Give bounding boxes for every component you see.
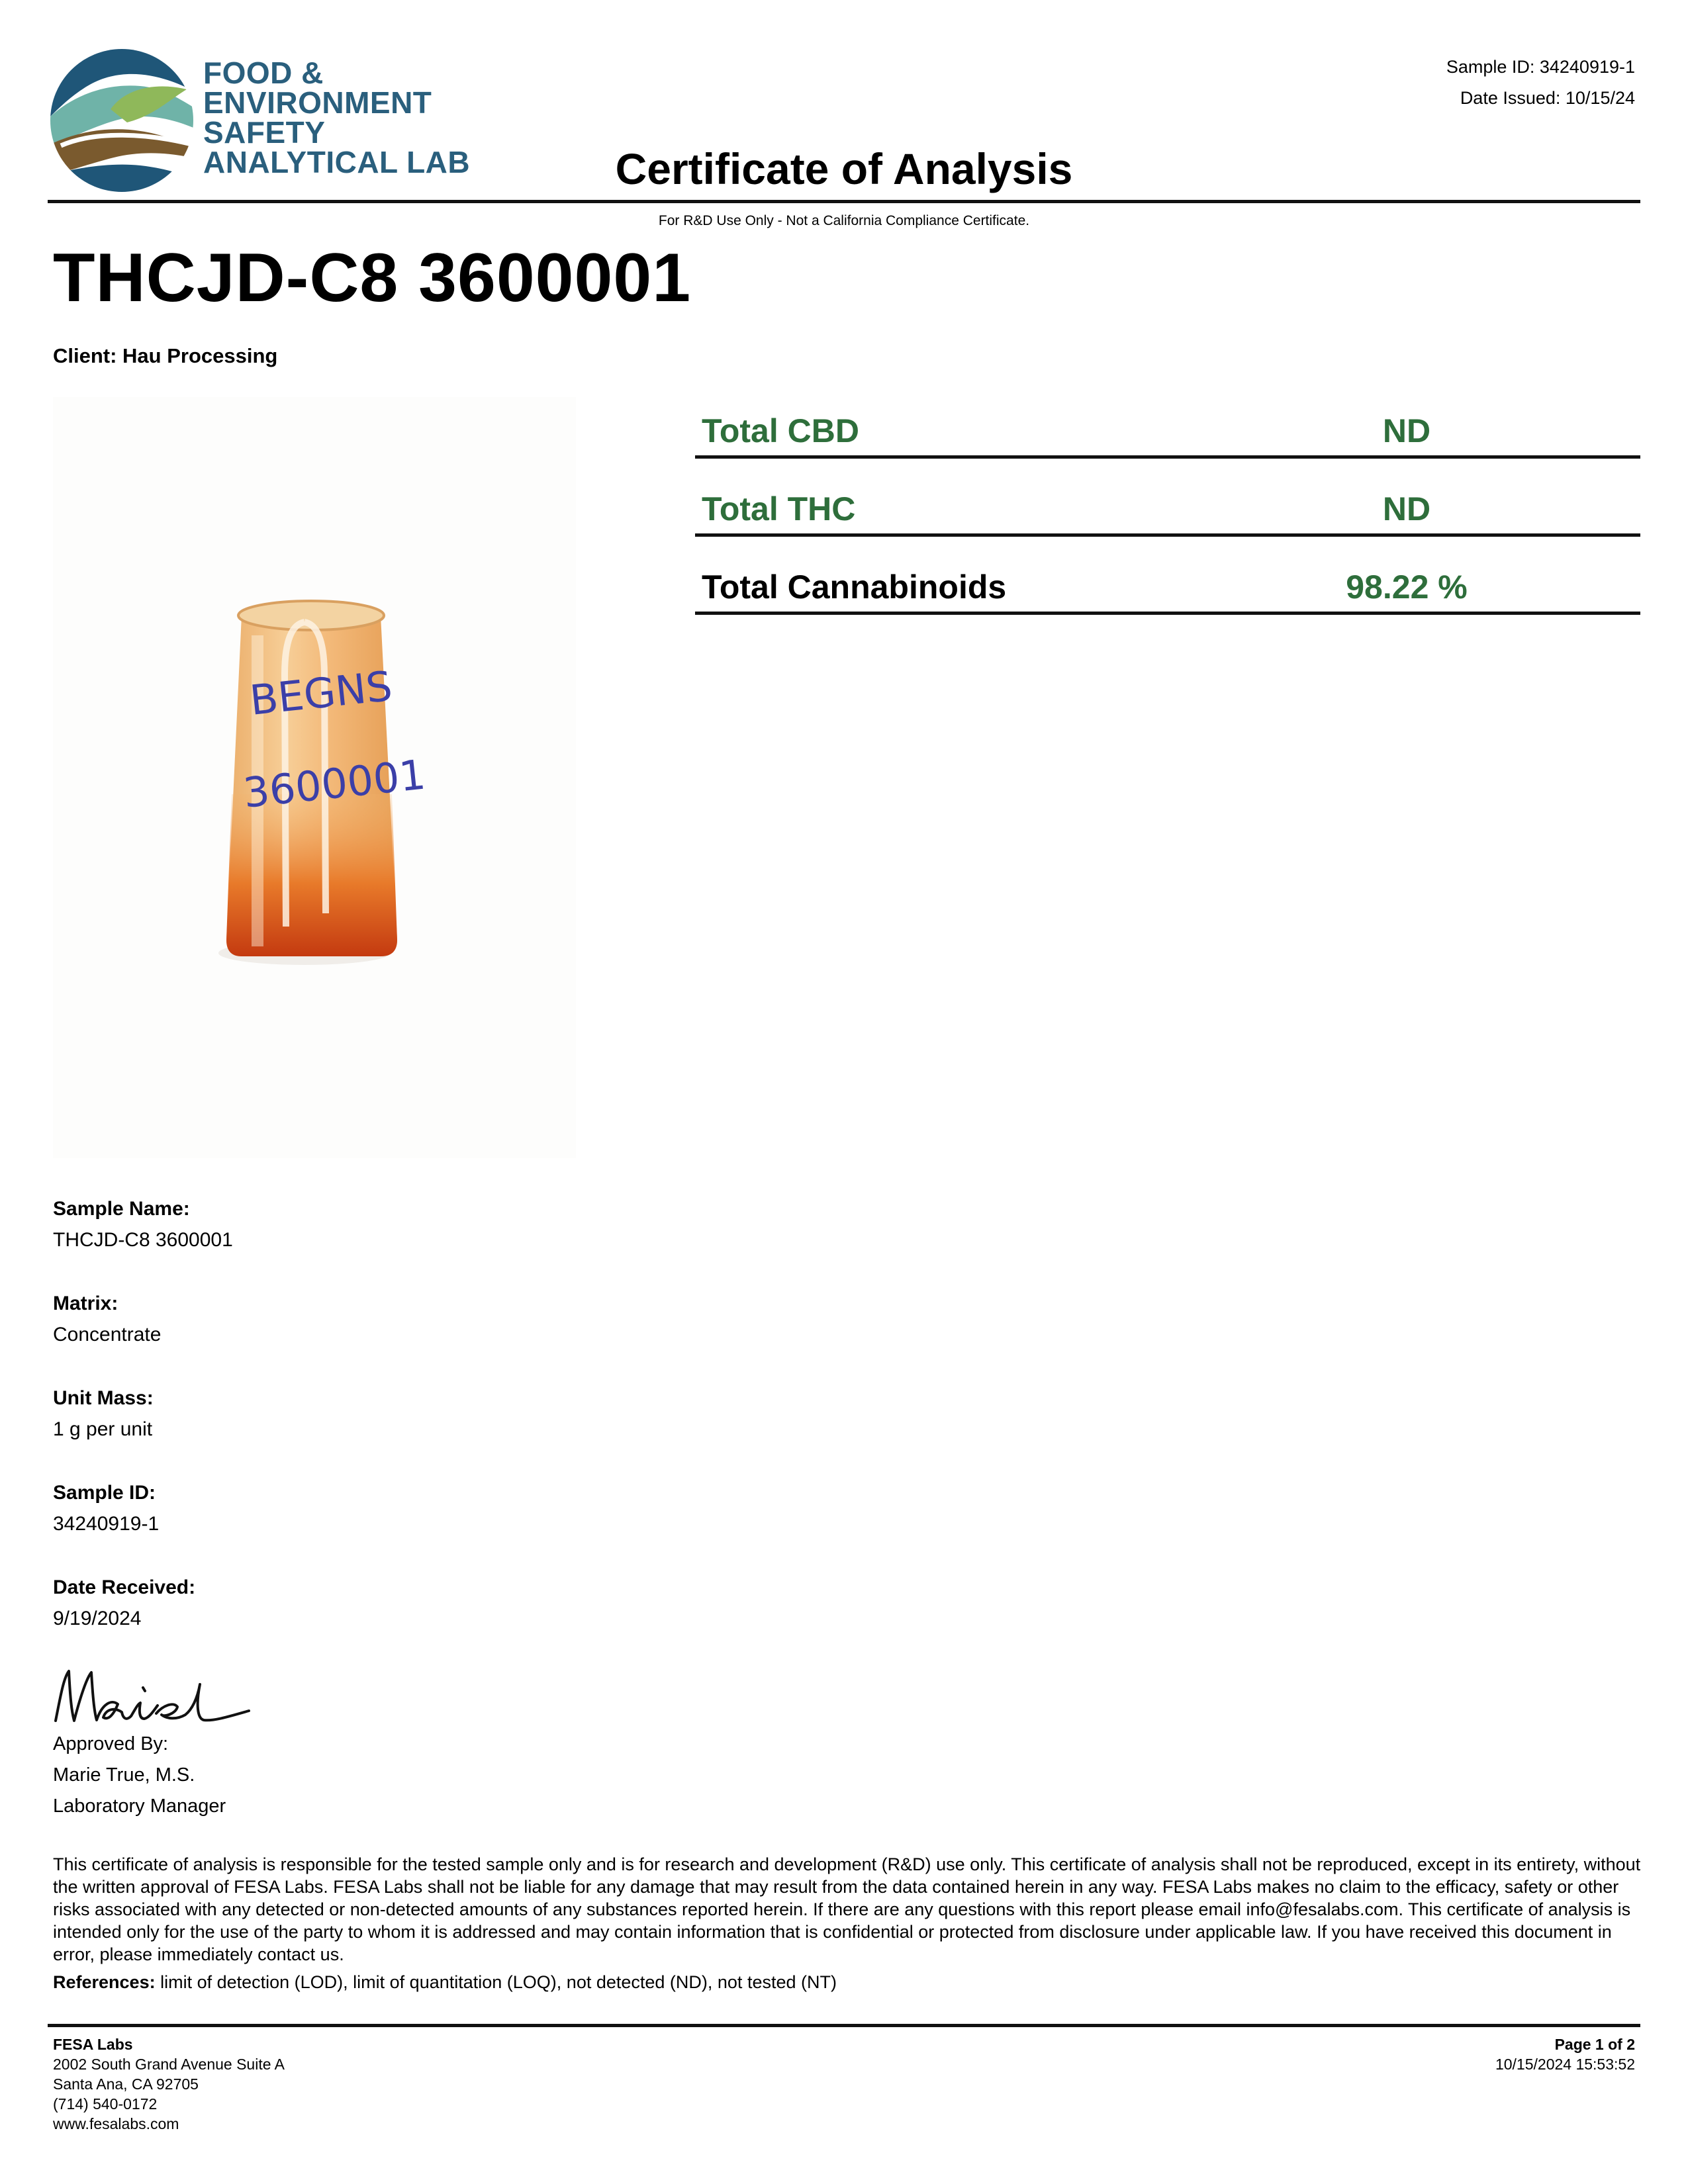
- disclaimer-text: This certificate of analysis is responsible for the tested sample only and is for research and development (R&D) use only. This certificate of analysis shall not be reproduced, except in its entirety, without the written approval of FESA Labs. FESA Labs shall not be liable for any damage that may result from the data contained herein in any way. FESA Labs makes no claim to the efficacy, safety or other risks associated with any detected or non-detected amounts of any substances reported herein. If there are any questions with this report please email info@fesalabs.com. This certificate of analysis is intended only for the use of the party to whom it is addressed and may contain information that is confidential or protected from disclosure under applicable law. If you have received this document in error, please immediately contact us.: [53, 1854, 1641, 1964]
- logo-line: FOOD &: [203, 56, 324, 90]
- summary-row-total-cannabinoids: [695, 533, 1640, 615]
- field-matrix: [53, 1289, 715, 1351]
- field-sample-name: [53, 1195, 715, 1257]
- logo-line: ANALYTICAL LAB: [203, 145, 471, 179]
- field-value: THCJD-C8 3600001: [53, 1229, 233, 1251]
- approver-role: Laboratory Manager: [53, 1796, 226, 1817]
- summary-label: Total THC: [702, 490, 856, 527]
- approval-block: [53, 1729, 226, 1822]
- summary-label: Total CBD: [702, 412, 859, 449]
- page-title: Certificate of Analysis: [615, 144, 1073, 193]
- footer-website: www.fesalabs.com: [53, 2115, 179, 2132]
- summary-value: ND: [1382, 412, 1431, 449]
- footer-timestamp: 10/15/2024 15:53:52: [1495, 2056, 1635, 2073]
- references: [53, 1971, 1642, 1993]
- sample-title: THCJD-C8 3600001: [53, 240, 692, 316]
- field-label: Matrix:: [53, 1293, 118, 1314]
- references-text: limit of detection (LOD), limit of quantitation (LOQ), not detected (ND), not tested (NT): [155, 1972, 837, 1992]
- logo-line: SAFETY: [203, 115, 326, 150]
- footer-address-line: Santa Ana, CA 92705: [53, 2075, 199, 2093]
- sample-photo: [53, 397, 576, 1158]
- footer-address-line: 2002 South Grand Avenue Suite A: [53, 2056, 285, 2073]
- header-sample-id: Sample ID: 34240919-1: [1446, 57, 1635, 77]
- footer-phone: (714) 540-0172: [53, 2095, 158, 2113]
- references-label: References:: [53, 1972, 156, 1992]
- field-date-received: [53, 1573, 715, 1635]
- approved-by-label: Approved By:: [53, 1733, 169, 1754]
- summary-value: 98.22 %: [1346, 569, 1468, 606]
- vial-text-2: 3600001: [240, 750, 428, 817]
- page-number: Page 1 of 2: [1554, 2036, 1635, 2053]
- footer-company: FESA Labs: [53, 2036, 133, 2053]
- summary-row-total-cbd: [695, 377, 1640, 459]
- compliance-note: For R&D Use Only - Not a California Compliance Certificate.: [658, 213, 1030, 228]
- field-value: 1 g per unit: [53, 1418, 153, 1440]
- logo-line: ENVIRONMENT: [203, 85, 432, 120]
- header-divider: [48, 200, 1640, 203]
- footer-divider: [48, 2024, 1640, 2027]
- summary-row-total-thc: [695, 455, 1640, 537]
- footer-page-info: [1495, 2034, 1635, 2074]
- approver-signature: [50, 1658, 256, 1731]
- vial-text-1: BEGNS: [247, 661, 395, 725]
- header-meta: [1446, 52, 1635, 114]
- vial-image: [53, 397, 576, 1158]
- header-date-issued: Date Issued: 10/15/24: [1460, 88, 1635, 108]
- field-sample-id: [53, 1479, 715, 1541]
- field-value: 34240919-1: [53, 1513, 160, 1535]
- field-label: Date Received:: [53, 1576, 196, 1598]
- field-value: Concentrate: [53, 1324, 162, 1345]
- footer-address: [53, 2034, 285, 2134]
- summary-value: ND: [1382, 490, 1431, 527]
- summary-label: Total Cannabinoids: [702, 569, 1007, 606]
- field-label: Sample Name:: [53, 1198, 190, 1220]
- client-name: Client: Hau Processing: [53, 344, 278, 367]
- field-value: 9/19/2024: [53, 1608, 142, 1629]
- field-label: Unit Mass:: [53, 1387, 154, 1409]
- field-unit-mass: [53, 1384, 715, 1446]
- field-label: Sample ID:: [53, 1482, 156, 1504]
- approver-name: Marie True, M.S.: [53, 1764, 195, 1786]
